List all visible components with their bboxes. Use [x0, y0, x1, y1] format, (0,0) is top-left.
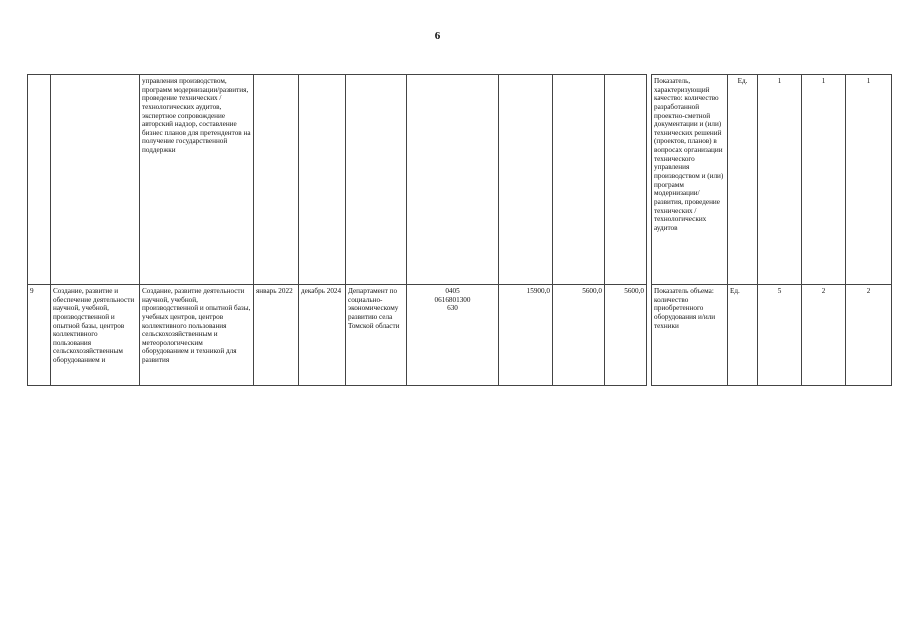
event-cell: Создание, развитие деятельности научной, учебной, производственной и опытной базы, учебных центров, центров коллективного пользования сельскохозяйственным и метеорологическим оборудованием и техникой для развития: [140, 285, 254, 386]
value1-cell: 5: [758, 285, 802, 386]
year2-funding-cell: [605, 75, 647, 285]
value2-cell: 1: [802, 75, 846, 285]
value3-cell: 1: [846, 75, 892, 285]
kbk-cell: [407, 75, 499, 285]
value1-cell: 1: [758, 75, 802, 285]
end-date-cell: декабрь 2024: [299, 285, 346, 386]
page-number: 6: [434, 30, 441, 42]
total-funding-cell: 15900,0: [499, 285, 553, 386]
year1-funding-cell: [553, 75, 605, 285]
value3-cell: 2: [846, 285, 892, 386]
end-date-cell: [299, 75, 346, 285]
program-table: [27, 74, 892, 386]
indicator-cell: Показатель объема: количество приобретенного оборудования и/или техники: [652, 285, 728, 386]
event-cell: управления производством, программ модернизации/развития, проведение технических /технологических аудитов, экспертное сопровождение авторский надзор, составление бизнес планов для претендентов на получение государственной поддержки: [140, 75, 254, 285]
row-number: [28, 75, 51, 285]
total-funding-cell: [499, 75, 553, 285]
year2-funding-cell: 5600,0: [605, 285, 647, 386]
start-date-cell: январь 2022: [254, 285, 299, 386]
indicator-cell: Показатель, характеризующий качество: количество разработанной проектно-сметной документации и (или) технических решений (проектов, планов) в вопросах организации технического управления производством и (или) программ модернизации/развития, проведение технических /технологических аудитов: [652, 75, 728, 285]
row-number: 9: [28, 285, 51, 386]
executor-cell: [346, 75, 407, 285]
table-row: [28, 285, 892, 386]
executor-cell: Департамент по социально-экономическому развитию села Томской области: [346, 285, 407, 386]
kbk-cell: 0405 0616801300 630: [407, 285, 499, 386]
unit-cell: Ед.: [728, 75, 758, 285]
start-date-cell: [254, 75, 299, 285]
year1-funding-cell: 5600,0: [553, 285, 605, 386]
table-row: [28, 75, 892, 285]
unit-cell: Ед.: [728, 285, 758, 386]
task-cell: Создание, развитие и обеспечение деятельности научной, учебной, производственной и опытной базы, центров коллективного пользования сельскохозяйственным оборудованием и: [51, 285, 140, 386]
value2-cell: 2: [802, 285, 846, 386]
task-cell: [51, 75, 140, 285]
